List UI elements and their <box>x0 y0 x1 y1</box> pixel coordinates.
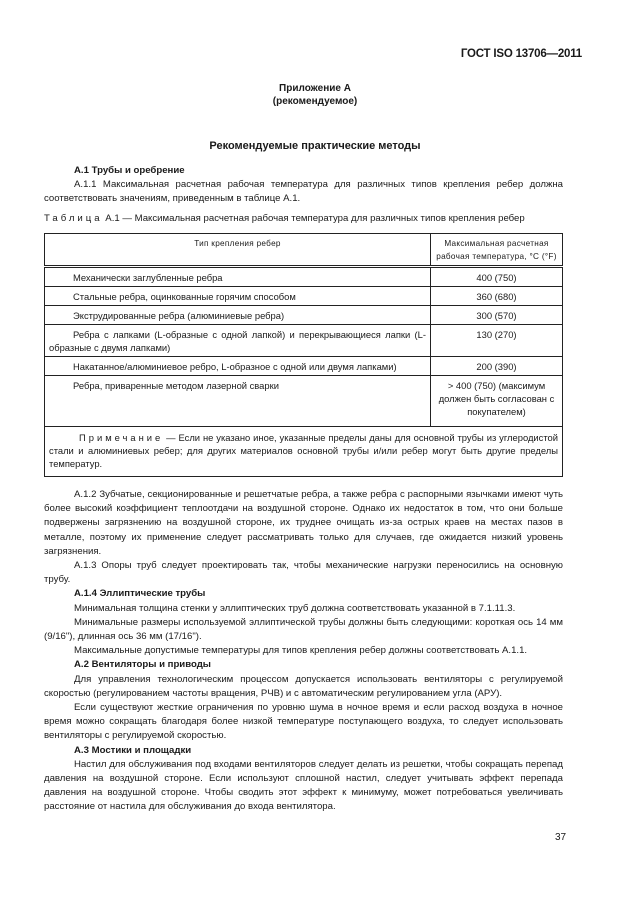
paragraph-a114-3: Максимальные допустимые температуры для типов крепления ребер должны соответствовать А.1.1. <box>74 645 528 657</box>
body-text <box>44 488 563 815</box>
paragraph-a114-1: Минимальная толщина стенки у эллиптических труб должна соответствовать указанной в 7.1.11.3. <box>74 602 516 614</box>
note-text: — Если не указано иное, указанные пределы даны для основной трубы из углеродистой стали и алюминиевых ребер; для других материалов основной трубы и/или ребер могут быть другие пределы температур. <box>49 432 558 469</box>
heading-a2: А.2 Вентиляторы и приводы <box>74 659 211 671</box>
row-temp: 300 (570) <box>431 306 563 325</box>
fin-temperature-table <box>44 233 563 477</box>
table-note-row <box>45 427 563 477</box>
row-temp: 130 (270) <box>431 325 563 357</box>
paragraph-a112: А.1.2 Зубчатые, секционированные и решетчатые ребра, а также ребра с распорными язычками имеют чуть более высокий коэффициент теплоотдачи на воздушной стороне. Однако их недостаток в том, что они больше подвержены загрязнению на воздушной стороне, их труднее очищать из-за острых краев на местах пазов в металле, поэтому их применение следует рассматривать только для случаев, где ожидается низкий уровень загрязнения. <box>44 489 563 557</box>
heading-a114: А.1.4 Эллиптические трубы <box>74 588 206 600</box>
annex-title: Приложение А <box>279 83 351 94</box>
paragraph-a113: А.1.3 Опоры труб следует проектировать так, чтобы механические нагрузки переносились на основную трубу. <box>44 560 563 586</box>
heading-a3: А.3 Мостики и площадки <box>74 744 192 756</box>
row-temp: 200 (390) <box>431 357 563 376</box>
document-header-standard: ГОСТ ISO 13706—2011 <box>460 48 582 60</box>
note-label: Примечание <box>79 432 164 443</box>
paragraph-a3-1: Настил для обслуживания под входами вентиляторов следует делать из решетки, чтобы сокращать перепад давления на воздушной стороне. Если используют сплошной настил, следует учитывать эффект перепада давления на воздушной стороне. Чтобы сводить этот эффект к минимуму, может потребоваться увеличивать расстояние от настила для обслуживания до входа вентилятора. <box>44 758 563 813</box>
row-temp: 360 (680) <box>431 287 563 306</box>
table-row <box>45 306 563 325</box>
row-type: Ребра с лапками (L-образные с одной лапкой) и перекрывающиеся лапки (L-образные с двумя лапками) <box>45 325 431 357</box>
table-row <box>45 325 563 357</box>
paragraph-a2-1: Для управления технологическим процессом допускается использовать вентиляторы с регулируемой скоростью (регулированием частоты вращения, РЧВ) и с автоматическим регулированием угла (АРУ). <box>44 673 563 699</box>
table-header-row <box>45 234 563 267</box>
row-temp: > 400 (750) (максимум должен быть согласован с покупателем) <box>431 376 563 427</box>
paragraph-a114-2: Минимальные размеры используемой эллиптической трубы должны быть следующими: короткая ось 14 мм (9/16"), длинная ось 36 мм (17/16"). <box>44 616 563 643</box>
paragraph-a111: А.1.1 Максимальная расчетная рабочая температура для различных типов крепления ребер должна соответствовать значениям, приведенным в таблице А.1. <box>44 179 563 205</box>
column-header-type: Тип крепления ребер <box>45 234 431 267</box>
table-row <box>45 357 563 376</box>
table-caption <box>44 213 525 224</box>
row-type: Механически заглубленные ребра <box>45 267 431 287</box>
table-caption-prefix: Таблица <box>44 213 103 224</box>
section-a1 <box>44 164 563 207</box>
table-row <box>45 376 563 427</box>
table-note <box>45 427 563 477</box>
row-type: Экструдированные ребра (алюминиевые ребра) <box>45 306 431 325</box>
heading-a1: А.1 Трубы и оребрение <box>74 165 185 176</box>
table-row <box>45 267 563 287</box>
table-caption-text: А.1 — Максимальная расчетная рабочая температура для различных типов крепления ребер <box>105 213 525 224</box>
row-type: Стальные ребра, оцинкованные горячим способом <box>45 287 431 306</box>
section-title: Рекомендуемые практические методы <box>209 140 421 152</box>
table-row <box>45 287 563 306</box>
paragraph-a2-2: Если существуют жесткие ограничения по уровню шума в ночное время и если расход воздуха в ночное время можно сокращать благодаря более низкой температуре поступающего воздуха, то следует использовать вентиляторы с регулируемой скоростью. <box>44 702 563 742</box>
column-header-temperature: Максимальная расчетная рабочая температура, °С (°F) <box>431 234 563 267</box>
row-type: Накатанное/алюминиевое ребро, L-образное с одной или двумя лапками) <box>45 357 431 376</box>
row-type: Ребра, приваренные методом лазерной сварки <box>45 376 431 427</box>
row-temp: 400 (750) <box>431 267 563 287</box>
page-number: 37 <box>555 832 567 843</box>
annex-status: (рекомендуемое) <box>272 96 358 107</box>
